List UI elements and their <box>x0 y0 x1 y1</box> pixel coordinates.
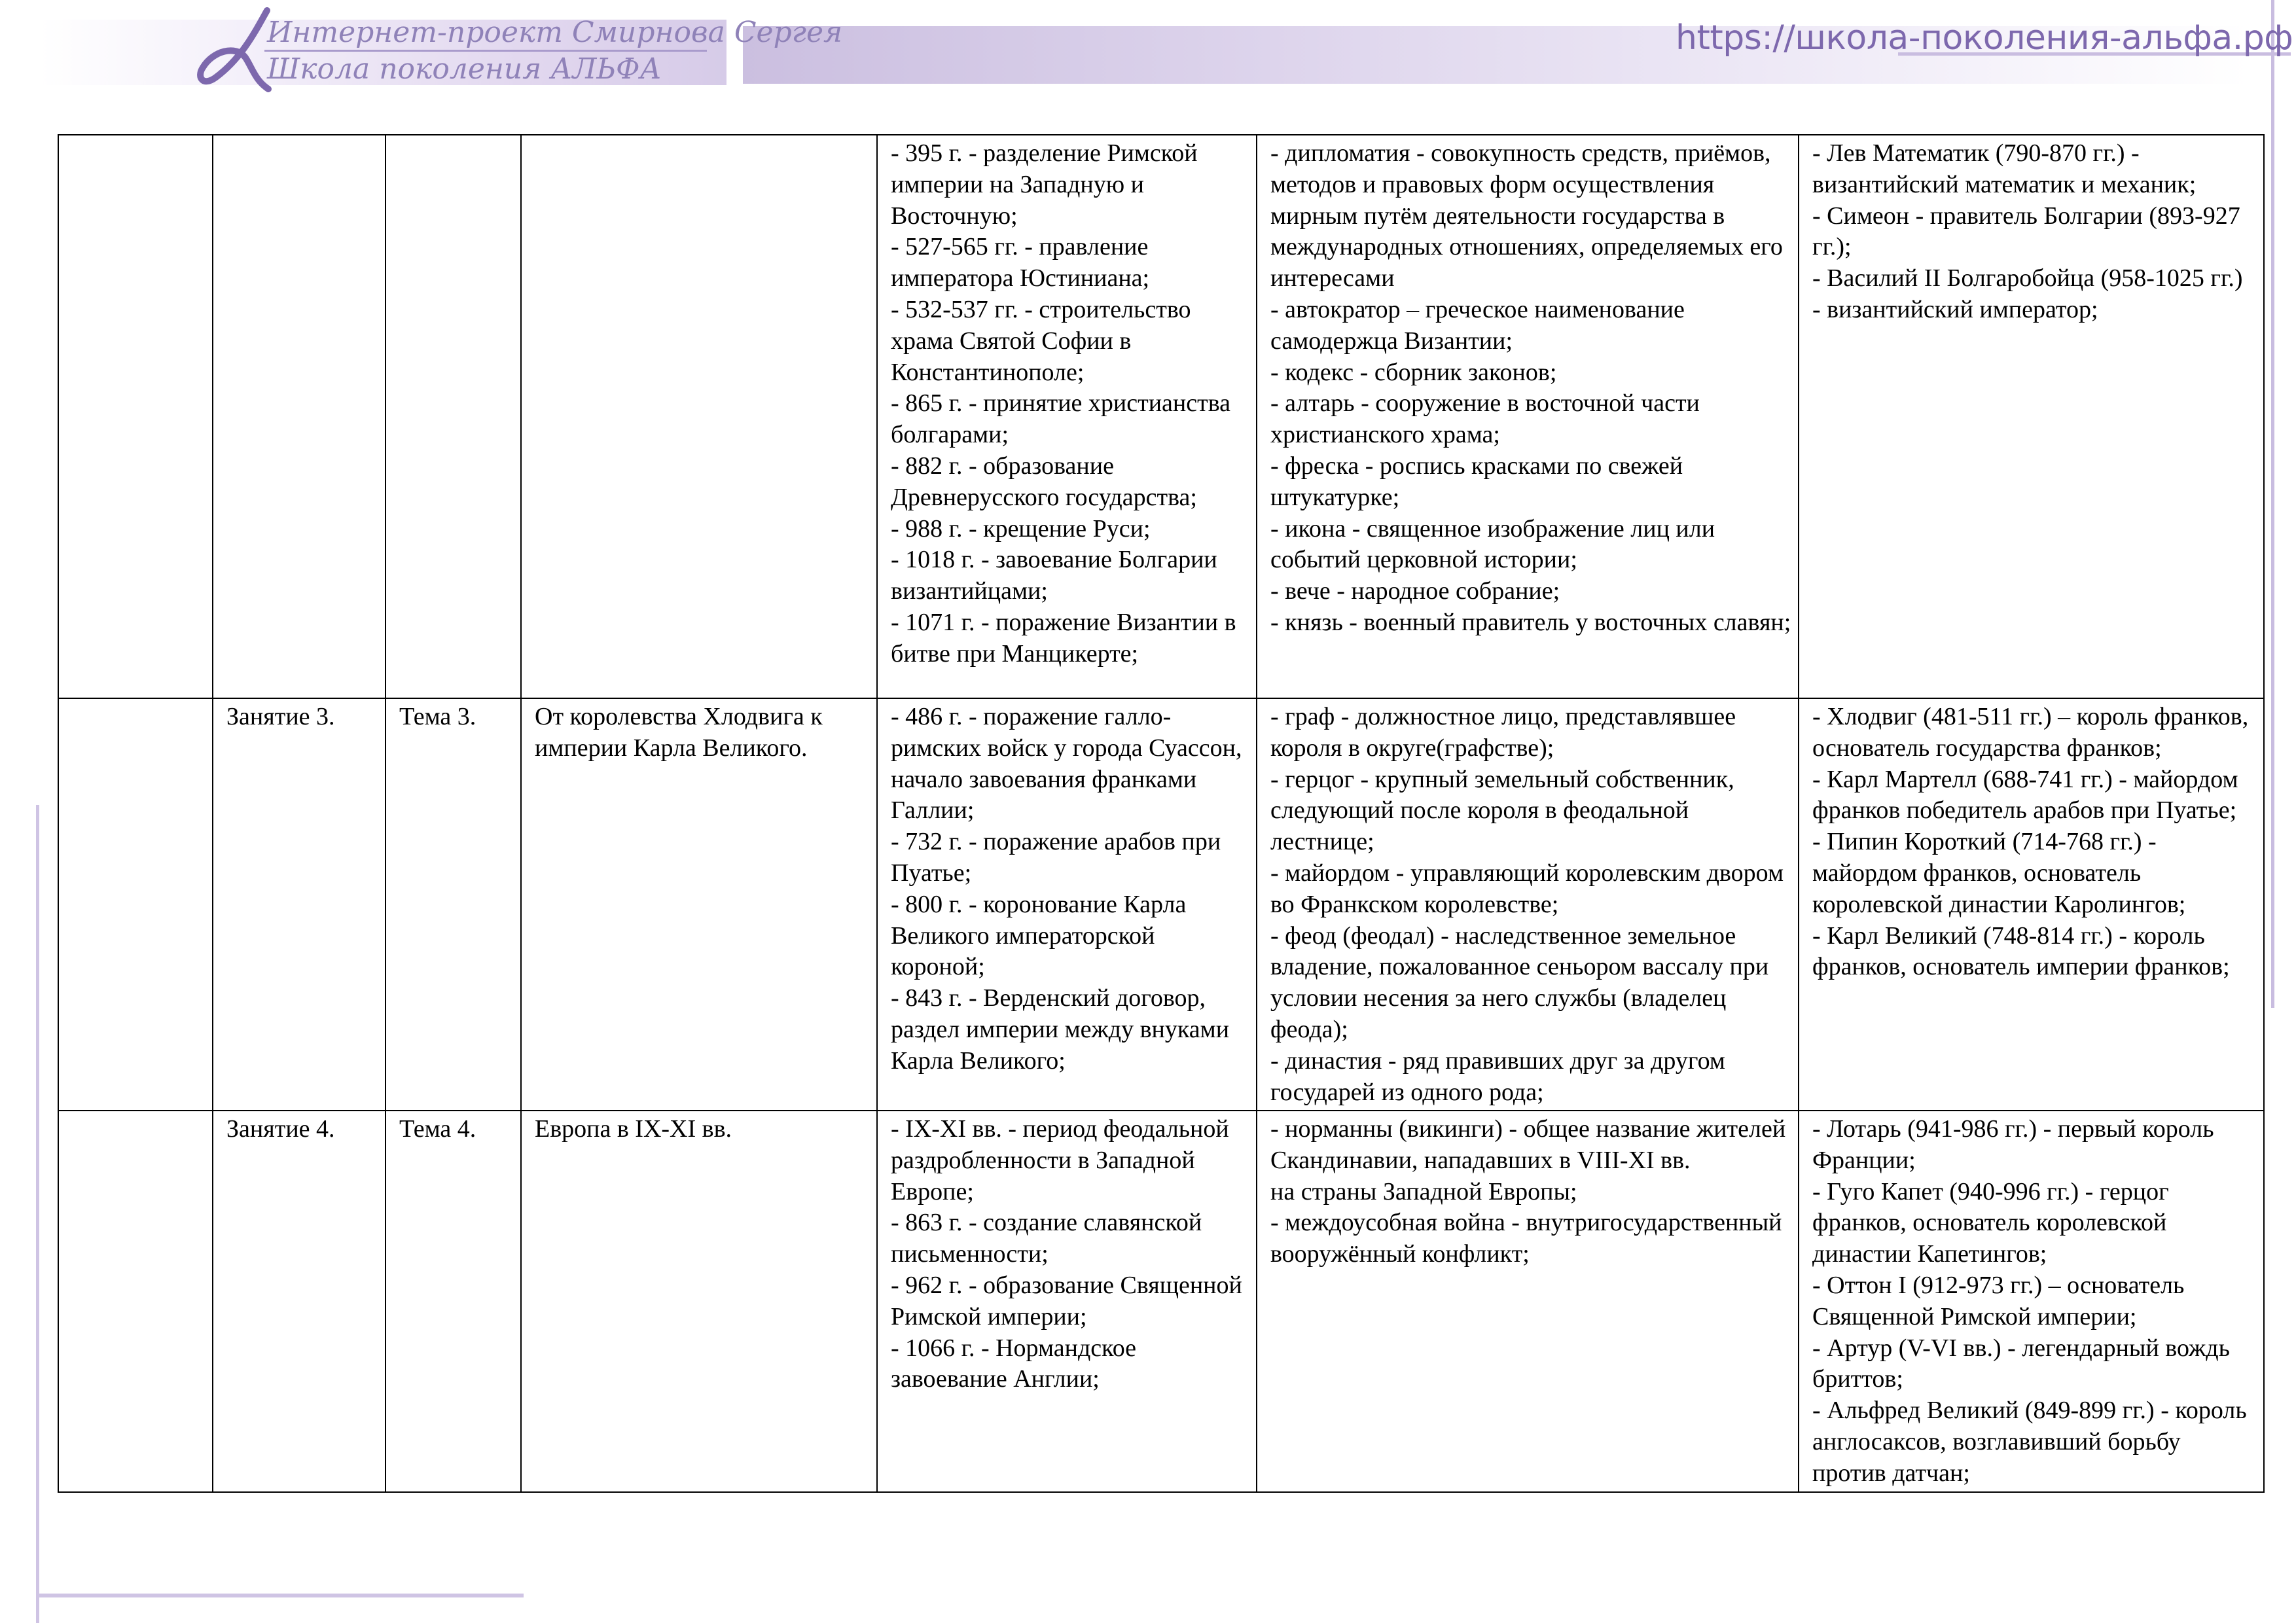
topic-cell: Тема 3. <box>386 698 521 1111</box>
date-entry: - 527-565 гг. - правление императора Юстиниана; <box>891 233 1150 293</box>
date-entry: - 882 г. - образование Древнерусского государства; <box>891 452 1197 511</box>
persons-cell <box>1799 698 2264 1111</box>
topic-cell <box>386 135 521 698</box>
table-row <box>58 698 2264 1111</box>
date-entry: - 732 г. - поражение арабов при Пуатье; <box>891 828 1221 887</box>
date-entry: - 988 г. - крещение Руси; <box>891 514 1151 543</box>
date-entry: - 843 г. - Верденский договор, раздел империи между внуками Карла Великого; <box>891 984 1230 1075</box>
empty-cell <box>58 1111 213 1492</box>
title-cell: Европа в IX-XI вв. <box>521 1111 877 1492</box>
frame-line-left <box>36 805 39 1623</box>
term-entry: - феод (феодал) - наследственное земельное владение, пожалованное сеньором вассалу при условии несения за него службы (владелец феода); <box>1270 921 1769 1043</box>
logo-title: Интернет-проект Смирнова Сергея <box>267 16 843 49</box>
person-entry: - Симеон - правитель Болгарии (893-927 гг.); <box>1812 202 2240 261</box>
dates-cell <box>877 135 1257 698</box>
term-entry: на страны Западной Европы; <box>1270 1177 1577 1205</box>
person-entry: - Хлодвиг (481-511 гг.) – король франков, основатель государства франков; <box>1812 703 2249 762</box>
term-entry: - автократор – греческое наименование самодержца Византии; <box>1270 295 1685 355</box>
date-entry: - 1066 г. - Нормандское завоевание Англии; <box>891 1334 1137 1393</box>
empty-cell <box>58 698 213 1111</box>
term-entry: - икона - священное изображение лиц или событий церковной истории; <box>1270 514 1715 574</box>
term-entry: - междоусобная война - внутригосударственный вооружённый конфликт; <box>1270 1209 1782 1268</box>
title-cell: От королевства Хлодвига к империи Карла Великого. <box>521 698 877 1111</box>
logo-subtitle: Школа поколения АЛЬФА <box>267 52 662 86</box>
term-entry: - князь - военный правитель у восточных славян; <box>1270 608 1791 636</box>
term-entry: - норманны (викинги) - общее название жителей Скандинавии, нападавших в VIII-XI вв. <box>1270 1115 1786 1174</box>
term-entry: - фреска - роспись красками по свежей штукатурке; <box>1270 452 1683 511</box>
logo-divider <box>264 50 707 52</box>
person-entry: - Гуго Капет (940-996 гг.) - герцог франков, основатель королевской династии Капетингов; <box>1812 1177 2169 1268</box>
term-entry: - дипломатия - совокупность средств, приёмов, методов и правовых форм осуществления мирным путём деятельности государства в международных отношениях, определяемых его интересами <box>1270 139 1783 293</box>
date-entry: - 395 г. - разделение Римской империи на Западную и Восточную; <box>891 139 1198 230</box>
lessons-table <box>58 134 2265 1493</box>
term-entry: - майордом - управляющий королевским двором во Франкском королевстве; <box>1270 859 1784 918</box>
title-cell <box>521 135 877 698</box>
frame-line-right <box>2271 0 2274 1008</box>
date-entry: - 486 г. - поражение галло-римских войск у города Суассон, начало завоевания франками Галлии; <box>891 703 1242 825</box>
date-entry: - 1071 г. - поражение Византии в битве при Манцикерте; <box>891 608 1236 668</box>
terms-cell <box>1257 1111 1799 1492</box>
dates-cell <box>877 1111 1257 1492</box>
person-entry: - Василий II Болгаробойца (958-1025 гг.) - византийский император; <box>1812 264 2243 323</box>
terms-cell <box>1257 135 1799 698</box>
term-entry: - династия - ряд правивших друг за другом государей из одного рода; <box>1270 1046 1725 1106</box>
term-entry: - вече - народное собрание; <box>1270 577 1560 605</box>
topic-cell: Тема 4. <box>386 1111 521 1492</box>
term-entry: - кодекс - сборник законов; <box>1270 358 1557 386</box>
persons-cell <box>1799 135 2264 698</box>
empty-cell <box>58 135 213 698</box>
person-entry: - Артур (V-VI вв.) - легендарный вождь бриттов; <box>1812 1334 2230 1393</box>
lesson-cell <box>213 135 386 698</box>
person-entry: - Альфред Великий (849-899 гг.) - король англосаксов, возглавивший борьбу против датчан; <box>1812 1397 2247 1487</box>
date-entry: - 865 г. - принятие христианства болгарами; <box>891 389 1231 449</box>
lesson-cell: Занятие 3. <box>213 698 386 1111</box>
date-entry: - 800 г. - коронование Карла Великого императорской короной; <box>891 890 1187 981</box>
dates-cell <box>877 698 1257 1111</box>
date-entry: - 863 г. - создание славянской письменности; <box>891 1209 1202 1268</box>
frame-line-bottom <box>36 1594 524 1597</box>
term-entry: - алтарь - сооружение в восточной части христианского храма; <box>1270 389 1700 449</box>
person-entry: - Оттон I (912-973 гг.) – основатель Священной Римской империи; <box>1812 1271 2185 1330</box>
site-url-link[interactable]: https://школа-поколения-альфа.рф <box>1676 18 2293 58</box>
terms-cell <box>1257 698 1799 1111</box>
date-entry: - 532-537 гг. - строительство храма Святой Софии в Константинополе; <box>891 295 1191 386</box>
date-entry: - 1018 г. - завоевание Болгарии византийцами; <box>891 546 1217 605</box>
person-entry: - Лев Математик (790-870 гг.) - византийский математик и механик; <box>1812 139 2197 198</box>
person-entry: - Лотарь (941-986 гг.) - первый король Франции; <box>1812 1115 2214 1174</box>
term-entry: - граф - должностное лицо, представлявшее короля в округе(графстве); <box>1270 703 1736 762</box>
person-entry: - Карл Великий (748-814 гг.) - король франков, основатель империи франков; <box>1812 921 2230 981</box>
table-row <box>58 1111 2264 1492</box>
term-entry: - герцог - крупный земельный собственник, следующий после короля в феодальной лестнице; <box>1270 765 1734 856</box>
date-entry: - IX-XI вв. - период феодальной раздробленности в Западной Европе; <box>891 1115 1229 1205</box>
table-row <box>58 135 2264 698</box>
person-entry: - Карл Мартелл (688-741 гг.) - майордом франков победитель арабов при Пуатье; <box>1812 765 2238 825</box>
person-entry: - Пипин Короткий (714-768 гг.) - майордом франков, основатель королевской династии Каролингов; <box>1812 828 2186 918</box>
lesson-cell: Занятие 4. <box>213 1111 386 1492</box>
date-entry: - 962 г. - образование Священной Римской империи; <box>891 1271 1242 1330</box>
persons-cell <box>1799 1111 2264 1492</box>
